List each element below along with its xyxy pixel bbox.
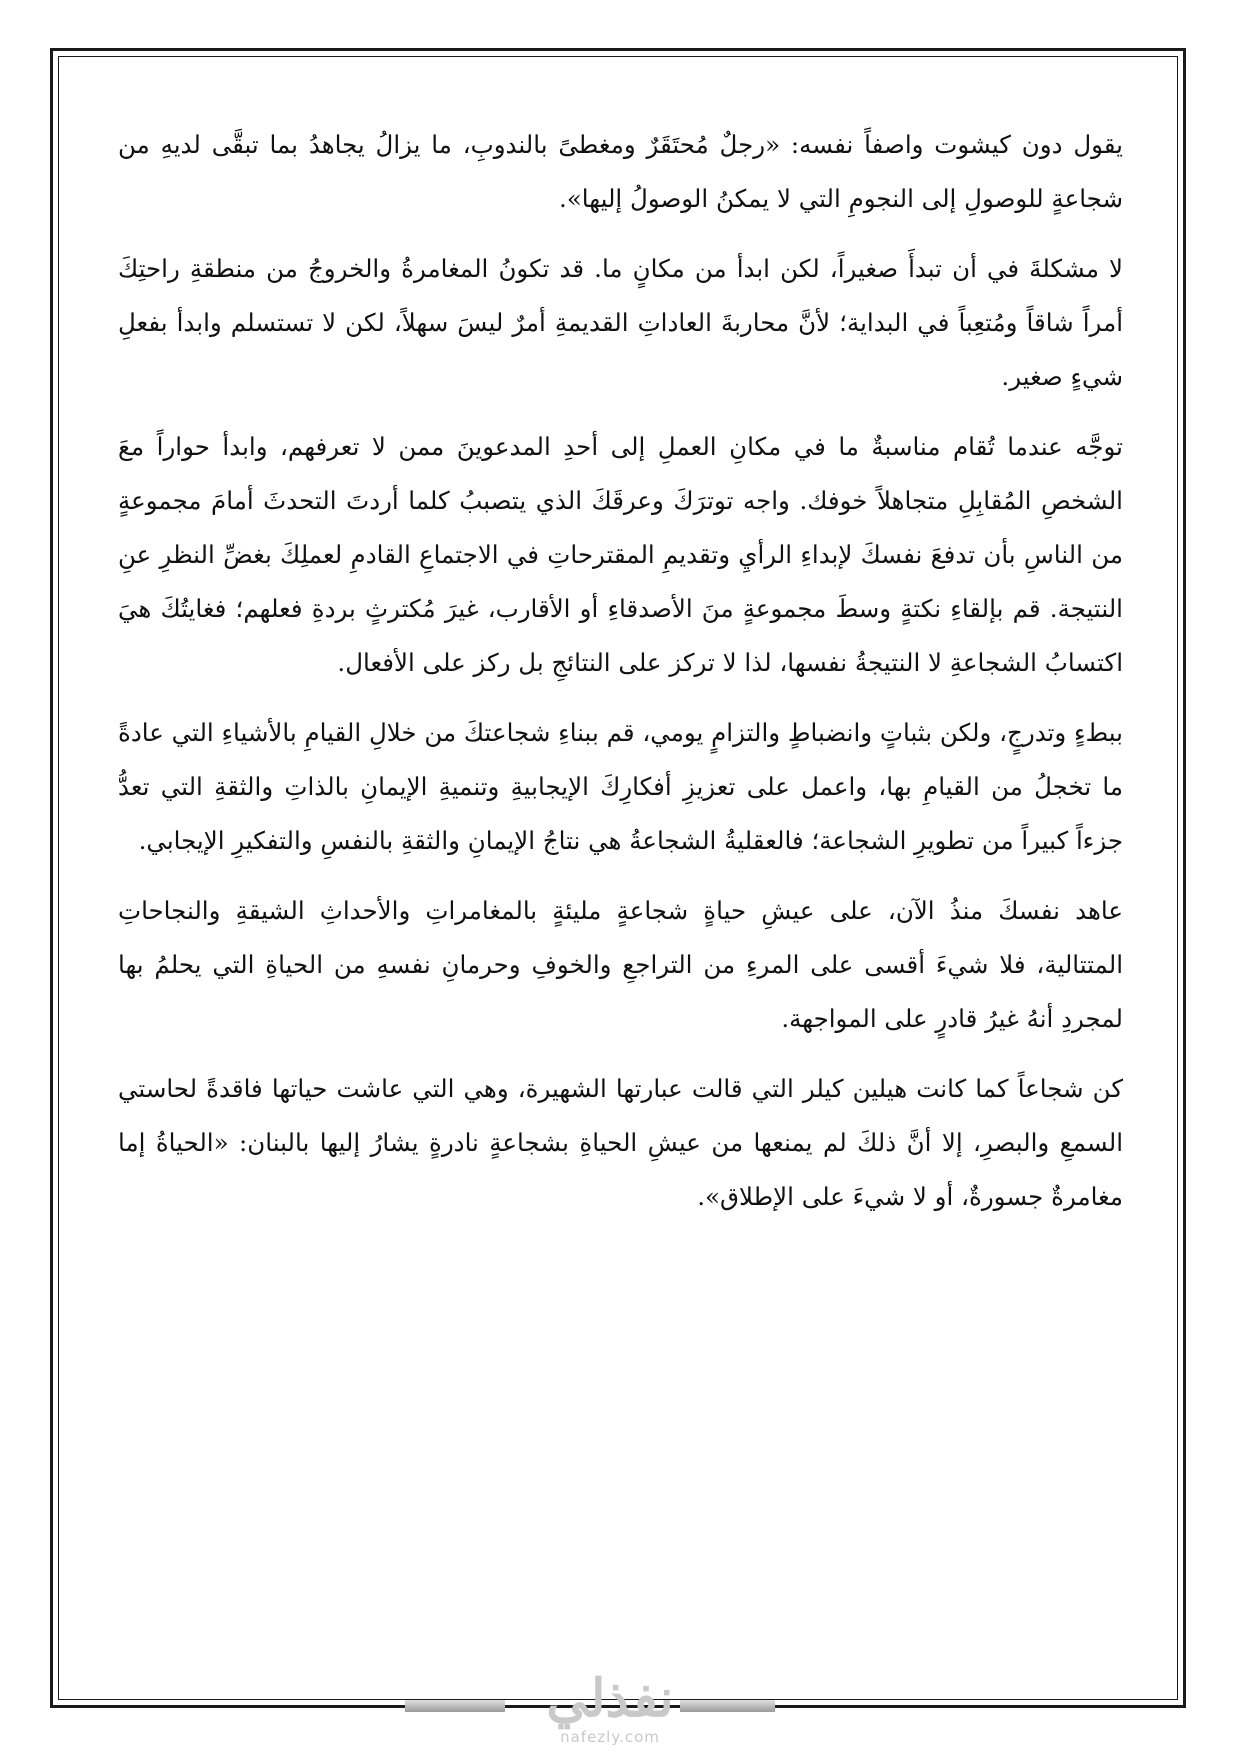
footer-bar-left [405, 1700, 505, 1712]
paragraph-build-courage: ببطءٍ وتدرجٍ، ولكن بثباتٍ وانضباطٍ والتزامٍ يومي، قم ببناءِ شجاعتكَ من خلالِ القيامِ بالأشياءِ التي عادةً ما تخجلُ من القيامِ بها، واعمل على تعزيزِ أفكارِكَ الإيجابيةِ وتنميةِ الإيمانِ بالذاتِ والثقةِ التي تعدُّ جزءاً كبيراً من تطويرِ الشجاعة؛ فالعقليةُ الشجاعةُ هي نتاجُ الإيمانِ والثقةِ بالنفسِ والتفكيرِ الإيجابي. [118, 718, 1123, 855]
paragraph-face-fear: توجَّه عندما تُقام مناسبةٌ ما في مكانِ العملِ إلى أحدِ المدعوينَ ممن لا تعرفهم، وابدأ حواراً معَ الشخصِ المُقابِلِ متجاهلاً خوفك. واجه توترَكَ وعرقَكَ الذي يتصببُ كلما أردتَ التحدثَ أمامَ مجموعةٍ من الناسِ بأن تدفعَ نفسكَ لإبداءِ الرأيِ وتقديمِ المقترحاتِ في الاجتماعِ القادمِ لعملِكَ بغضِّ النظرِ عنِ النتيجة. قم بإلقاءِ نكتةٍ وسطَ مجموعةٍ منَ الأصدقاءِ أو الأقارب، غيرَ مُكترثٍ بردةِ فعلهم؛ فغايتُكَ هيَ اكتسابُ الشجاعةِ لا النتيجةُ نفسها، لذا لا تركز على النتائجِ بل ركز على الأفعال. [118, 432, 1123, 677]
document-body [118, 118, 1123, 1240]
paragraph-promise-yourself: عاهد نفسكَ منذُ الآن، على عيشِ حياةٍ شجاعةٍ مليئةٍ بالمغامراتِ والأحداثِ الشيقةِ والنجاحاتِ المتتالية، فلا شيءَ أقسى على المرءِ من التراجعِ والخوفِ وحرمانِ نفسهِ من الحياةِ التي يحلمُ بها لمجردِ أنهُ غيرُ قادرٍ على المواجهة. [118, 896, 1123, 1033]
paragraph-helen-keller-quote: كن شجاعاً كما كانت هيلين كيلر التي قالت عبارتها الشهيرة، وهي التي عاشت حياتها فاقدةً لحاستي السمعِ والبصرِ، إلا أنَّ ذلكَ لم يمنعها من عيشِ الحياةِ بشجاعةٍ نادرةٍ يشارُ إليها بالبنان: «الحياةُ إما مغامرةٌ جسورةٌ، أو لا شيءَ على الإطلاق». [118, 1074, 1123, 1211]
watermark-url: nafezly.com [560, 1728, 660, 1746]
paragraph-don-quixote-quote: يقول دون كيشوت واصفاً نفسه: «رجلٌ مُحتَقَرٌ ومغطىً بالندوبِ، ما يزالُ يجاهدُ بما تبقَّى لديهِ من شجاعةٍ للوصولِ إلى النجومِ التي لا يمكنُ الوصولُ إليها». [118, 130, 1123, 213]
footer-bar-right [680, 1700, 775, 1712]
watermark [530, 1670, 690, 1746]
paragraph-start-small: لا مشكلةَ في أن تبدأَ صغيراً، لكن ابدأ من مكانٍ ما. قد تكونُ المغامرةُ والخروجُ من منطقةِ راحتِكَ أمراً شاقاً ومُتعِباً في البداية؛ لأنَّ محاربةَ العاداتِ القديمةِ أمرٌ ليسَ سهلاً، لكن لا تستسلم وابدأ بفعلِ شيءٍ صغير. [118, 254, 1123, 391]
watermark-logo: نفذلي [546, 1668, 674, 1729]
